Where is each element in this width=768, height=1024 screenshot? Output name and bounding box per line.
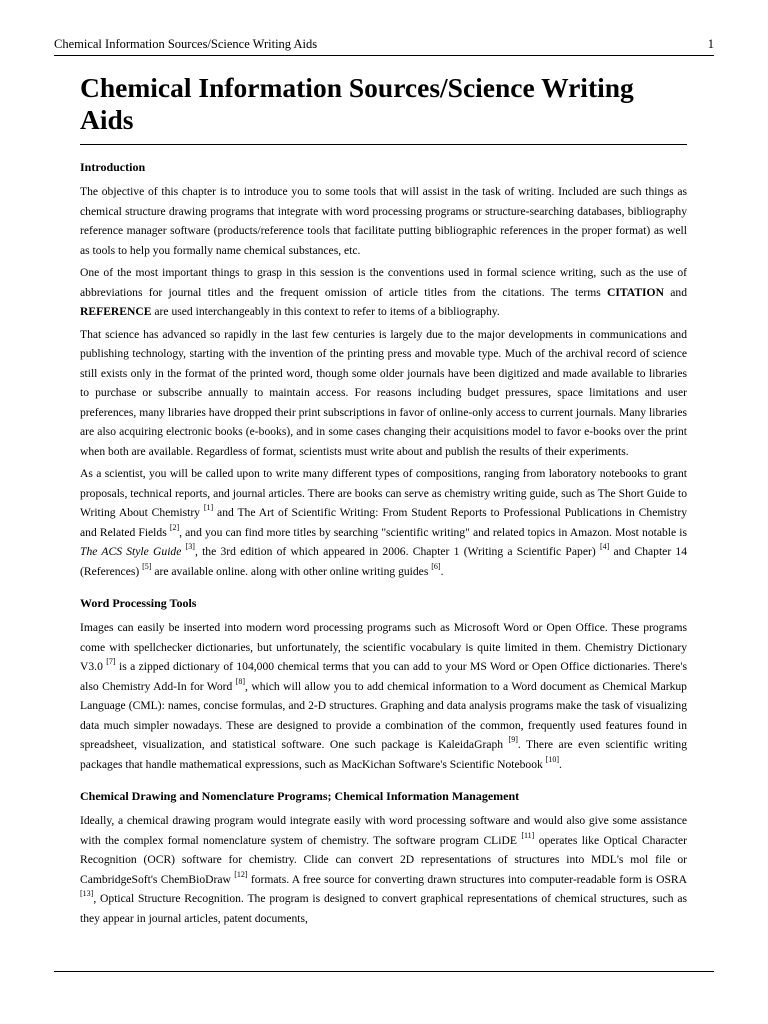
text-span: Ideally, a chemical drawing program would integrate easily with word processing software and would also give some assistance with the complex formal nomenclature system of chemistry. The software program CLiDE bbox=[80, 814, 687, 847]
running-title: Chemical Information Sources/Science Writing Aids bbox=[54, 37, 318, 51]
text-span: , the 3rd edition of which appeared in 2006. Chapter 1 (Writing a Scientific Paper) bbox=[194, 545, 600, 558]
citation-link-3[interactable]: [3] bbox=[185, 542, 195, 552]
citation-link-9[interactable]: [9] bbox=[508, 735, 518, 745]
citation-link-12[interactable]: [12] bbox=[234, 869, 248, 879]
citation-link-1[interactable]: [1] bbox=[203, 503, 214, 513]
text-span: and bbox=[663, 285, 687, 299]
text-span: Images can easily be inserted into modern word processing programs such as Microsoft Word or Open Office. These programs come with spellchecker dictionaries, but unfortunately, the scientific vocabulary is quite limited in them. Chemistry Dictionary V3.0 bbox=[80, 621, 687, 673]
text-span: , which will allow you to add chemical information to a Word document as Chemical Markup Language (CML): names, concise formulas, and 2-D structures. Graphing and data analysis programs make the task of visualizing data much simpler nowadays. These are designed to provide a combination of the common, frequently used features found in spreadsheet, visualization, and statistical software. One such package is KaleidaGraph bbox=[80, 679, 687, 751]
page-number: 1 bbox=[707, 37, 714, 51]
page-content bbox=[80, 72, 687, 931]
intro-paragraph-1: The objective of this chapter is to introduce you to some tools that will assist in the task of writing. Included are such things as chemical structure drawing programs that integrate with word processing programs or structure-searching databases, bibliography reference manager software (products/reference tools that facilitate putting bibliographic references in the proper format) as well as tools to help you formally name chemical substances, etc. bbox=[80, 185, 687, 257]
text-span: are available online. along with other online writing guides bbox=[151, 564, 432, 578]
intro-paragraph-3: That science has advanced so rapidly in the last few centuries is largely due to the major developments in communications and publishing technology, starting with the invention of the printing press and movable type. Much of the archival record of science still exists only in the format of the printed word, though some older journals have been digitized and made available to libraries to purchase or subscribe annually to maintain access. For reasons including budget pressures, space limitations and user preferences, many libraries have dropped their print subscriptions in favor of online-only access to current journals. Many libraries are also acquiring electronic books (e-books), and in some cases changing their acquisitions model to favor e-books over the print when both are available. Regardless of format, scientists must write about and publish the results of their experiments. bbox=[80, 327, 687, 458]
book-title-acs: The ACS Style Guide bbox=[80, 545, 182, 558]
term-citation: CITATION bbox=[607, 285, 664, 299]
word-paragraph-1 bbox=[80, 618, 687, 774]
citation-link-7[interactable]: [7] bbox=[106, 657, 116, 667]
running-header bbox=[54, 37, 714, 56]
text-span: One of the most important things to grasp in this session is the conventions used in formal science writing, such as the use of abbreviations for journal titles and the frequent omission of article titles from the citations. The terms bbox=[80, 266, 687, 299]
citation-link-2[interactable]: [2] bbox=[169, 522, 180, 532]
section-heading-word-processing: Word Processing Tools bbox=[80, 596, 197, 610]
text-span: . bbox=[559, 757, 562, 771]
text-span: and Chapter 14 (References) bbox=[80, 545, 688, 578]
text-span: is a zipped dictionary of 104,000 chemical terms that you can add to your MS Word or Open Office dictionaries. There's also Chemistry Add-In for Word bbox=[80, 660, 687, 693]
citation-link-8[interactable]: [8] bbox=[235, 676, 246, 686]
citation-link-4[interactable]: [4] bbox=[599, 542, 610, 552]
text-span: formats. A free source for converting drawn structures into computer-readable form is OSRA bbox=[247, 872, 688, 886]
text-span: , Optical Structure Recognition. The program is designed to convert graphical representations of chemical structures, such as they appear in journal articles, patent documents, bbox=[80, 892, 687, 925]
term-reference: REFERENCE bbox=[80, 305, 152, 318]
footer-rule bbox=[54, 971, 714, 972]
intro-paragraph-2 bbox=[80, 263, 687, 322]
section-heading-chemical-drawing: Chemical Drawing and Nomenclature Programs; Chemical Information Management bbox=[80, 789, 520, 803]
text-span: and The Art of Scientific Writing: From Student Reports to Professional Publications in Chemistry and Related Fields bbox=[80, 506, 687, 539]
text-span: As a scientist, you will be called upon to write many different types of compositions, ranging from laboratory notebooks to grant proposals, technical reports, and journal articles. There are books can serve as chemistry writing guide, such as The Short Guide to Writing About Chemistry bbox=[80, 467, 687, 519]
citation-link-10[interactable]: [10] bbox=[545, 754, 560, 764]
text-span: . bbox=[440, 564, 444, 578]
text-span: are used interchangeably in this context to refer to items of a bibliography. bbox=[151, 305, 500, 318]
citation-link-11[interactable]: [11] bbox=[521, 830, 535, 840]
citation-link-5[interactable]: [5] bbox=[142, 561, 152, 571]
citation-link-6[interactable]: [6] bbox=[431, 561, 441, 571]
section-heading-introduction: Introduction bbox=[80, 160, 146, 174]
citation-link-13[interactable]: [13] bbox=[80, 889, 94, 899]
intro-paragraph-4 bbox=[80, 464, 687, 581]
page-title: Chemical Information Sources/Science Writing Aids bbox=[80, 72, 687, 145]
text-span: . There are even scientific writing packages that handle mathematical expressions, such as MacKichan Software's Scientific Notebook bbox=[80, 738, 688, 771]
drawing-paragraph-1 bbox=[80, 811, 687, 928]
text-span: , and you can find more titles by searching "scientific writing" and related topics in Amazon. Most notable is bbox=[179, 525, 687, 539]
text-span: operates like Optical Character Recognition (OCR) software for chemistry. Clide can convert 2D representations of structures into MDL's mol file or CambridgeSoft's ChemBioDraw bbox=[80, 833, 687, 886]
